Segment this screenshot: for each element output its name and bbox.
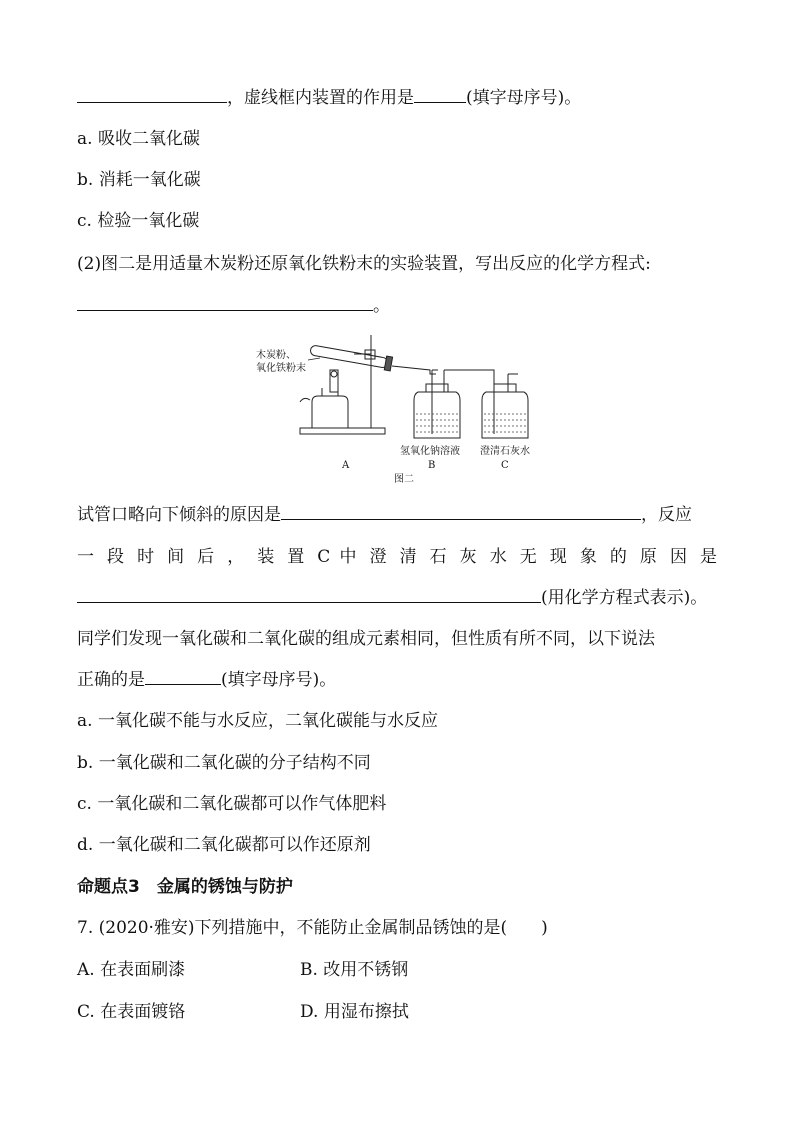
q-prev-line1-text: ，虚线框内装置的作用是 xyxy=(227,88,414,108)
reagent-label-1: 木炭粉、 xyxy=(256,350,296,361)
q1-line xyxy=(77,503,692,527)
option-c: c. 检验一氧化碳 xyxy=(77,211,200,231)
label-c: C xyxy=(501,460,509,471)
bottle-c-stopper xyxy=(494,384,516,392)
label-b: B xyxy=(428,460,436,471)
answer-blank xyxy=(77,587,541,603)
label-a: A xyxy=(342,460,350,471)
option-d: d. 一氧化碳和二氧化碳都可以作还原剂 xyxy=(77,835,371,855)
part2-prompt: (2)图二是用适量木炭粉还原氧化铁粉末的实验装置，写出反应的化学方程式: xyxy=(77,254,651,274)
q1-head: 试管口略向下倾斜的原因是 xyxy=(77,505,281,525)
answer-blank xyxy=(145,669,221,685)
bottle-b-stopper xyxy=(426,384,448,392)
q1-tail: ，反应 xyxy=(641,505,692,525)
q2-line2 xyxy=(77,586,707,610)
section-title: 命题点3 金属的锈蚀与防护 xyxy=(77,877,293,897)
option-a: a. 吸收二氧化碳 xyxy=(77,129,200,149)
burner-valve-icon xyxy=(331,371,337,377)
option-a: a. 一氧化碳不能与水反应，二氧化碳能与水反应 xyxy=(77,711,438,731)
q7-option-c: C. 在表面镀铬 xyxy=(77,1002,186,1022)
stand-base xyxy=(300,428,385,434)
q2-tail: (用化学方程式表示)。 xyxy=(541,588,708,608)
burner xyxy=(312,396,348,428)
q-prev-line1 xyxy=(77,86,581,110)
answer-blank xyxy=(414,87,466,103)
q7-option-a: A. 在表面刷漆 xyxy=(77,960,186,980)
q-prev-line1-tail: (填字母序号)。 xyxy=(466,88,582,108)
option-c: c. 一氧化碳和二氧化碳都可以作气体肥料 xyxy=(77,794,387,814)
figure-caption: 图二 xyxy=(394,474,414,485)
option-b: b. 消耗一氧化碳 xyxy=(77,170,201,190)
bottle-b xyxy=(414,392,460,438)
delivery-tube xyxy=(392,366,436,374)
q3-line2 xyxy=(77,668,336,692)
answer-blank xyxy=(77,295,373,311)
test-tube xyxy=(309,343,392,371)
q3-head: 正确的是 xyxy=(77,670,145,690)
q3-tail: (填字母序号)。 xyxy=(221,670,337,690)
answer-blank xyxy=(77,87,227,103)
bottle-c xyxy=(482,392,528,438)
reagent-label-2: 氧化铁粉末 xyxy=(256,363,306,374)
apparatus-figure xyxy=(250,330,550,490)
q7-option-b: B. 改用不锈钢 xyxy=(300,960,409,980)
part2-answer-line xyxy=(77,294,390,318)
option-b: b. 一氧化碳和二氧化碳的分子结构不同 xyxy=(77,753,371,773)
connecting-tube xyxy=(444,370,494,434)
q7-option-d: D. 用湿布擦拭 xyxy=(300,1002,409,1022)
q7-stem: 7. (2020·雅安)下列措施中，不能防止金属制品锈蚀的是( ) xyxy=(77,918,548,938)
q3-line1: 同学们发现一氧化碳和二氧化碳的组成元素相同，但性质有所不同，以下说法 xyxy=(77,629,655,649)
answer-blank xyxy=(281,504,641,520)
label-c-solution: 澄清石灰水 xyxy=(480,446,530,457)
part2-end: 。 xyxy=(373,296,390,316)
label-b-solution: 氢氧化钠溶液 xyxy=(400,446,460,457)
q2-line1: 一 段 时 间 后 ， 装 置 C 中 澄 清 石 灰 水 无 现 象 的 原 因 是 xyxy=(77,547,717,567)
